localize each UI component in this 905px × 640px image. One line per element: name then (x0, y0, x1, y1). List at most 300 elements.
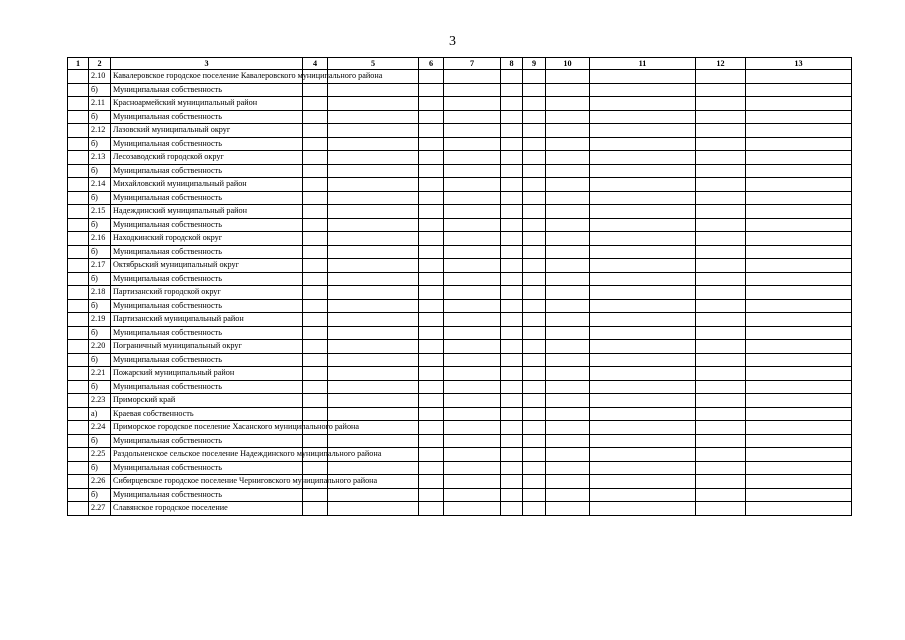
table-row (68, 434, 852, 448)
empty-cell (419, 407, 444, 421)
empty-cell (523, 191, 546, 205)
row-name: Муниципальная собственность (111, 137, 303, 151)
empty-cell (444, 191, 501, 205)
row-name: Муниципальная собственность (111, 83, 303, 97)
column-header: 11 (590, 58, 696, 70)
empty-cell (303, 137, 328, 151)
empty-cell (590, 232, 696, 246)
empty-cell (501, 394, 523, 408)
empty-cell (444, 299, 501, 313)
empty-cell (68, 340, 89, 354)
empty-cell (444, 259, 501, 273)
empty-cell (746, 218, 852, 232)
empty-cell (523, 313, 546, 327)
empty-cell (303, 502, 328, 516)
empty-cell (523, 151, 546, 165)
empty-cell (746, 70, 852, 84)
row-name: Муниципальная собственность (111, 110, 303, 124)
table-row (68, 124, 852, 138)
row-name: Кавалеровское городское поселение Кавалеровского муниципального района (111, 70, 303, 84)
empty-cell (546, 124, 590, 138)
empty-cell (590, 353, 696, 367)
empty-cell (546, 110, 590, 124)
empty-cell (303, 394, 328, 408)
empty-cell (523, 164, 546, 178)
column-header: 9 (523, 58, 546, 70)
empty-cell (523, 394, 546, 408)
empty-cell (523, 83, 546, 97)
empty-cell (328, 232, 419, 246)
empty-cell (696, 218, 746, 232)
empty-cell (328, 367, 419, 381)
empty-cell (419, 286, 444, 300)
empty-cell (590, 394, 696, 408)
empty-cell (419, 218, 444, 232)
empty-cell (746, 205, 852, 219)
empty-cell (68, 286, 89, 300)
table-row (68, 407, 852, 421)
empty-cell (68, 313, 89, 327)
empty-cell (501, 97, 523, 111)
row-number: 2.13 (89, 151, 111, 165)
empty-cell (501, 353, 523, 367)
empty-cell (546, 205, 590, 219)
row-number: 2.11 (89, 97, 111, 111)
row-number: 2.20 (89, 340, 111, 354)
empty-cell (696, 151, 746, 165)
empty-cell (419, 164, 444, 178)
empty-cell (546, 461, 590, 475)
empty-cell (444, 70, 501, 84)
row-name: Муниципальная собственность (111, 434, 303, 448)
row-number: 2.15 (89, 205, 111, 219)
empty-cell (546, 97, 590, 111)
empty-cell (501, 461, 523, 475)
row-number: б) (89, 434, 111, 448)
empty-cell (68, 272, 89, 286)
row-name: Муниципальная собственность (111, 245, 303, 259)
empty-cell (303, 434, 328, 448)
empty-cell (546, 380, 590, 394)
row-name: Лесозаводский городской округ (111, 151, 303, 165)
empty-cell (501, 340, 523, 354)
empty-cell (590, 407, 696, 421)
empty-cell (590, 151, 696, 165)
empty-cell (68, 461, 89, 475)
empty-cell (68, 110, 89, 124)
empty-cell (303, 205, 328, 219)
empty-cell (523, 299, 546, 313)
empty-cell (68, 326, 89, 340)
empty-cell (444, 448, 501, 462)
empty-cell (590, 259, 696, 273)
empty-cell (419, 502, 444, 516)
table-row (68, 259, 852, 273)
table-row (68, 272, 852, 286)
empty-cell (590, 205, 696, 219)
empty-cell (696, 299, 746, 313)
row-number: б) (89, 380, 111, 394)
empty-cell (696, 245, 746, 259)
row-name: Муниципальная собственность (111, 461, 303, 475)
empty-cell (501, 205, 523, 219)
empty-cell (523, 245, 546, 259)
empty-cell (523, 326, 546, 340)
row-name: Пожарский муниципальный район (111, 367, 303, 381)
table-body (68, 70, 852, 516)
table-row (68, 232, 852, 246)
empty-cell (590, 461, 696, 475)
empty-cell (303, 326, 328, 340)
empty-cell (746, 191, 852, 205)
empty-cell (746, 461, 852, 475)
table-row (68, 313, 852, 327)
row-name: Муниципальная собственность (111, 191, 303, 205)
empty-cell (419, 434, 444, 448)
table-row (68, 137, 852, 151)
row-number: б) (89, 83, 111, 97)
row-name: Краевая собственность (111, 407, 303, 421)
row-number: 2.26 (89, 475, 111, 489)
empty-cell (328, 151, 419, 165)
empty-cell (419, 488, 444, 502)
empty-cell (501, 178, 523, 192)
empty-cell (68, 367, 89, 381)
empty-cell (546, 218, 590, 232)
data-table (67, 57, 852, 516)
table-row (68, 97, 852, 111)
empty-cell (444, 461, 501, 475)
empty-cell (328, 299, 419, 313)
empty-cell (328, 461, 419, 475)
empty-cell (419, 380, 444, 394)
empty-cell (328, 218, 419, 232)
empty-cell (444, 286, 501, 300)
empty-cell (68, 83, 89, 97)
empty-cell (419, 340, 444, 354)
column-header: 10 (546, 58, 590, 70)
empty-cell (696, 434, 746, 448)
empty-cell (303, 353, 328, 367)
row-name: Муниципальная собственность (111, 380, 303, 394)
empty-cell (746, 83, 852, 97)
table-row (68, 151, 852, 165)
empty-cell (444, 475, 501, 489)
column-header: 12 (696, 58, 746, 70)
empty-cell (696, 475, 746, 489)
empty-cell (419, 70, 444, 84)
empty-cell (696, 461, 746, 475)
empty-cell (590, 218, 696, 232)
empty-cell (444, 137, 501, 151)
empty-cell (590, 124, 696, 138)
empty-cell (419, 178, 444, 192)
empty-cell (523, 421, 546, 435)
empty-cell (501, 448, 523, 462)
empty-cell (444, 340, 501, 354)
empty-cell (303, 191, 328, 205)
empty-cell (328, 272, 419, 286)
empty-cell (444, 502, 501, 516)
row-name: Муниципальная собственность (111, 272, 303, 286)
empty-cell (444, 205, 501, 219)
row-number: б) (89, 299, 111, 313)
empty-cell (696, 178, 746, 192)
empty-cell (328, 137, 419, 151)
empty-cell (590, 164, 696, 178)
table-row (68, 367, 852, 381)
empty-cell (746, 178, 852, 192)
empty-cell (696, 353, 746, 367)
row-name: Славянское городское поселение (111, 502, 303, 516)
empty-cell (328, 191, 419, 205)
empty-cell (746, 110, 852, 124)
empty-cell (501, 299, 523, 313)
empty-cell (546, 394, 590, 408)
empty-cell (590, 191, 696, 205)
empty-cell (419, 124, 444, 138)
empty-cell (523, 353, 546, 367)
empty-cell (546, 475, 590, 489)
empty-cell (328, 83, 419, 97)
empty-cell (303, 259, 328, 273)
empty-cell (328, 178, 419, 192)
empty-cell (696, 313, 746, 327)
empty-cell (68, 164, 89, 178)
empty-cell (746, 313, 852, 327)
row-name: Муниципальная собственность (111, 218, 303, 232)
row-name: Лазовский муниципальный округ (111, 124, 303, 138)
row-name: Раздольненское сельское поселение Надеждинского муниципального района (111, 448, 303, 462)
empty-cell (303, 110, 328, 124)
empty-cell (546, 340, 590, 354)
empty-cell (590, 448, 696, 462)
empty-cell (303, 299, 328, 313)
empty-cell (546, 488, 590, 502)
empty-cell (419, 475, 444, 489)
row-number: 2.17 (89, 259, 111, 273)
empty-cell (419, 151, 444, 165)
empty-cell (444, 97, 501, 111)
empty-cell (746, 394, 852, 408)
empty-cell (419, 421, 444, 435)
empty-cell (444, 83, 501, 97)
empty-cell (696, 70, 746, 84)
empty-cell (303, 151, 328, 165)
row-number: б) (89, 272, 111, 286)
empty-cell (590, 286, 696, 300)
empty-cell (501, 164, 523, 178)
row-name: Муниципальная собственность (111, 164, 303, 178)
empty-cell (303, 245, 328, 259)
row-name: Приморское городское поселение Хасанского муниципального района (111, 421, 303, 435)
empty-cell (328, 488, 419, 502)
table-row (68, 340, 852, 354)
empty-cell (546, 151, 590, 165)
empty-cell (696, 286, 746, 300)
empty-cell (546, 83, 590, 97)
empty-cell (523, 218, 546, 232)
empty-cell (746, 421, 852, 435)
empty-cell (746, 367, 852, 381)
empty-cell (501, 421, 523, 435)
empty-cell (328, 110, 419, 124)
empty-cell (746, 326, 852, 340)
empty-cell (303, 97, 328, 111)
empty-cell (328, 380, 419, 394)
empty-cell (696, 394, 746, 408)
empty-cell (303, 83, 328, 97)
empty-cell (328, 245, 419, 259)
empty-cell (746, 124, 852, 138)
empty-cell (523, 407, 546, 421)
empty-cell (328, 286, 419, 300)
empty-cell (546, 407, 590, 421)
empty-cell (444, 488, 501, 502)
empty-cell (419, 367, 444, 381)
empty-cell (444, 110, 501, 124)
empty-cell (523, 178, 546, 192)
empty-cell (303, 407, 328, 421)
empty-cell (303, 340, 328, 354)
row-number: 2.10 (89, 70, 111, 84)
row-name: Октябрьский муниципальный округ (111, 259, 303, 273)
table-row (68, 488, 852, 502)
empty-cell (328, 394, 419, 408)
table-row (68, 191, 852, 205)
empty-cell (501, 218, 523, 232)
column-header: 8 (501, 58, 523, 70)
empty-cell (68, 407, 89, 421)
empty-cell (523, 286, 546, 300)
empty-cell (696, 421, 746, 435)
empty-cell (546, 137, 590, 151)
empty-cell (523, 448, 546, 462)
table-row (68, 205, 852, 219)
empty-cell (501, 313, 523, 327)
table-row (68, 353, 852, 367)
row-name: Муниципальная собственность (111, 353, 303, 367)
row-number: 2.12 (89, 124, 111, 138)
empty-cell (546, 434, 590, 448)
empty-cell (746, 434, 852, 448)
empty-cell (68, 97, 89, 111)
empty-cell (523, 367, 546, 381)
empty-cell (328, 97, 419, 111)
empty-cell (546, 178, 590, 192)
empty-cell (590, 299, 696, 313)
empty-cell (501, 488, 523, 502)
empty-cell (746, 97, 852, 111)
empty-cell (68, 421, 89, 435)
empty-cell (546, 259, 590, 273)
empty-cell (68, 380, 89, 394)
empty-cell (696, 380, 746, 394)
empty-cell (746, 502, 852, 516)
empty-cell (303, 286, 328, 300)
table-row (68, 218, 852, 232)
table-row (68, 461, 852, 475)
empty-cell (523, 232, 546, 246)
empty-cell (419, 353, 444, 367)
empty-cell (546, 299, 590, 313)
column-header: 2 (89, 58, 111, 70)
column-header: 7 (444, 58, 501, 70)
empty-cell (419, 299, 444, 313)
empty-cell (696, 488, 746, 502)
empty-cell (746, 151, 852, 165)
empty-cell (523, 380, 546, 394)
empty-cell (523, 488, 546, 502)
empty-cell (501, 83, 523, 97)
empty-cell (746, 448, 852, 462)
empty-cell (546, 286, 590, 300)
empty-cell (590, 245, 696, 259)
row-number: 2.25 (89, 448, 111, 462)
row-number: б) (89, 488, 111, 502)
empty-cell (328, 407, 419, 421)
empty-cell (328, 205, 419, 219)
empty-cell (68, 245, 89, 259)
empty-cell (419, 232, 444, 246)
empty-cell (501, 326, 523, 340)
empty-cell (696, 232, 746, 246)
empty-cell (419, 110, 444, 124)
row-number: 2.21 (89, 367, 111, 381)
empty-cell (68, 475, 89, 489)
empty-cell (444, 151, 501, 165)
empty-cell (328, 502, 419, 516)
empty-cell (303, 488, 328, 502)
empty-cell (590, 137, 696, 151)
row-number: 2.27 (89, 502, 111, 516)
empty-cell (328, 340, 419, 354)
empty-cell (523, 502, 546, 516)
empty-cell (444, 178, 501, 192)
empty-cell (696, 326, 746, 340)
empty-cell (746, 272, 852, 286)
empty-cell (696, 205, 746, 219)
header-row (68, 58, 852, 70)
row-name: Партизанский муниципальный район (111, 313, 303, 327)
column-header: 1 (68, 58, 89, 70)
empty-cell (590, 434, 696, 448)
empty-cell (696, 191, 746, 205)
empty-cell (546, 313, 590, 327)
empty-cell (501, 245, 523, 259)
empty-cell (746, 475, 852, 489)
row-name: Муниципальная собственность (111, 299, 303, 313)
empty-cell (419, 97, 444, 111)
empty-cell (68, 448, 89, 462)
empty-cell (68, 178, 89, 192)
empty-cell (444, 434, 501, 448)
empty-cell (501, 137, 523, 151)
empty-cell (501, 272, 523, 286)
empty-cell (501, 407, 523, 421)
empty-cell (696, 124, 746, 138)
column-header: 4 (303, 58, 328, 70)
empty-cell (696, 502, 746, 516)
empty-cell (696, 137, 746, 151)
empty-cell (523, 272, 546, 286)
row-name: Муниципальная собственность (111, 488, 303, 502)
empty-cell (328, 259, 419, 273)
table-row (68, 448, 852, 462)
row-name: Красноармейский муниципальный район (111, 97, 303, 111)
empty-cell (419, 272, 444, 286)
empty-cell (68, 124, 89, 138)
